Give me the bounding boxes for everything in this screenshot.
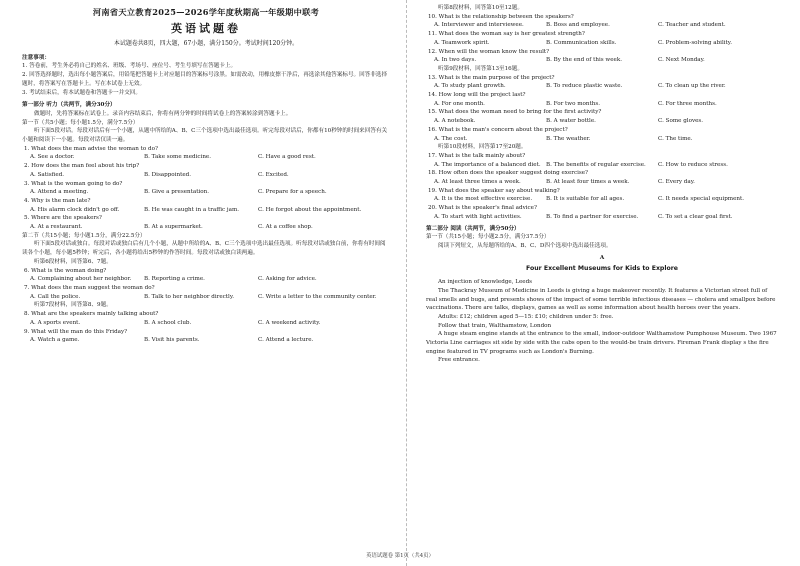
- passage-title: Four Excellent Museums for Kids to Explore: [526, 265, 678, 273]
- question-stem: 4. Why is the man late?: [24, 197, 91, 204]
- option-c: C. He forgot about the appointment.: [258, 206, 362, 213]
- option-b: B. The benefits of regular exercise.: [546, 161, 646, 168]
- option-a: A. Satisfied.: [30, 171, 65, 178]
- option-c: C. A weekend activity.: [258, 319, 321, 326]
- question-options: [22, 223, 390, 232]
- question-stem: 14. How long will the project last?: [428, 92, 526, 99]
- question-options: [22, 336, 390, 345]
- option-c: C. Every day.: [658, 179, 695, 186]
- option-a: A. A notebook.: [434, 118, 476, 125]
- question-options: [426, 100, 778, 109]
- question-options: [426, 135, 778, 144]
- material-label: 听第7段材料，回答第8、9题。: [34, 302, 112, 309]
- material-label: 听第8段材料，回答第10至12题。: [438, 5, 523, 11]
- notes-item: 3. 考试结束后，将本试题卷和答题卡一并交回。: [22, 89, 141, 96]
- option-c: C. Asking for advice.: [258, 276, 317, 283]
- right-column: [426, 4, 778, 365]
- question-stem: 20. What is the speaker's final advice?: [428, 205, 537, 212]
- question-stem: 15. What does the woman need to bring for the first activity?: [428, 109, 602, 116]
- part2-instruction: 阅读下列短文，从每题所给的A、B、C、D四个选项中选出最佳选项。: [438, 242, 612, 249]
- question-options: [426, 178, 778, 187]
- question-options: [426, 117, 778, 126]
- option-c: C. Have a good rest.: [258, 154, 316, 161]
- option-a: A. At a restaurant.: [30, 224, 83, 231]
- question-stem: 2. How does the man feel about his trip?: [24, 163, 140, 170]
- passage-letter: A: [599, 254, 605, 261]
- option-c: C. Next Monday.: [658, 57, 705, 64]
- option-a: A. See a doctor.: [30, 154, 75, 161]
- option-c: C. Teacher and student.: [658, 22, 726, 29]
- option-b: B. To reduce plastic waste.: [546, 83, 623, 90]
- question-options: [426, 39, 778, 48]
- option-b: B. The weather.: [546, 135, 591, 142]
- option-b: B. It is suitable for all ages.: [546, 196, 625, 203]
- option-b: B. Take some medicine.: [144, 154, 212, 161]
- option-c: C. Excited.: [258, 171, 289, 178]
- question-stem: 12. When will the woman know the result?: [428, 48, 550, 55]
- question-stem: 8. What are the speakers mainly talking about?: [24, 311, 159, 318]
- material-label: 听第10段材料，回答第17至20题。: [438, 144, 527, 151]
- option-c: C. Prepare for a speech.: [258, 189, 327, 196]
- option-a: A. Call the police.: [30, 293, 81, 300]
- option-c: C. How to reduce stress.: [658, 161, 728, 168]
- option-a: A. At least three times a week.: [434, 179, 521, 186]
- question-options: [426, 82, 778, 91]
- option-b: B. Boss and employee.: [546, 22, 610, 29]
- option-b: B. Reporting a crime.: [144, 276, 205, 283]
- option-b: B. Give a presentation.: [144, 189, 210, 196]
- exam-title: 河南省天立教育2025—2026学年度秋期高一年级期中联考: [92, 7, 320, 17]
- question-options: [22, 293, 390, 302]
- option-a: A. Teamwork spirit.: [434, 39, 490, 46]
- option-b: B. Visit his parents.: [144, 337, 200, 344]
- part2-heading: 第二部分 阅读（共两节，满分50分）: [426, 225, 520, 232]
- exam-subtitle: 英语试题卷: [171, 22, 241, 35]
- question-options: [22, 206, 390, 215]
- option-b: B. He was caught in a traffic jam.: [144, 206, 240, 213]
- passage-paragraph: A huge steam engine stands at the entrance to the small, indoor-outdoor Walthamstow Pumphouse Museum. Two 1967 Victoria Line carriages sit side by side with the cabs open to the would-be train drivers. Fireman Frank display s the fire engine featured in TV programs such as London's Burning.: [426, 331, 777, 355]
- option-c: C. To clean up the river.: [658, 83, 726, 90]
- option-a: A. To start with light activities.: [434, 213, 522, 220]
- option-a: A. It is the most effective exercise.: [434, 196, 533, 203]
- option-a: A. For one month.: [434, 100, 485, 107]
- option-a: A. His alarm clock didn't go off.: [30, 206, 120, 213]
- questions-group-c: [426, 4, 778, 222]
- page-footer: 英语试题卷 第1页（共4页）: [366, 553, 434, 559]
- question-options: [426, 161, 778, 170]
- question-stem: 13. What is the main purpose of the project?: [428, 74, 555, 81]
- option-c: C. It needs special equipment.: [658, 196, 745, 203]
- question-options: [22, 188, 390, 197]
- questions-group-b: [22, 258, 390, 345]
- column-divider: [406, 0, 407, 566]
- left-column: [22, 4, 390, 345]
- passage-paragraph: Adults: £12; children aged 5—15: £10; children under 5: free.: [438, 313, 614, 320]
- question-stem: 10. What is the relationship between the speakers?: [428, 13, 574, 20]
- question-stem: 16. What is the man's concern about the project?: [428, 126, 568, 133]
- option-a: A. Attend a meeting.: [30, 189, 89, 196]
- option-a: A. A sports event.: [30, 319, 81, 326]
- option-b: B. At a supermarket.: [144, 224, 203, 231]
- part1-intro: 做题时，先将答案标在试卷上。录音内容结束后，你将有两分钟的时间将试卷上的答案转涂到答题卡上。: [34, 110, 292, 117]
- question-stem: 18. How often does the speaker suggest doing exercise?: [428, 170, 589, 177]
- option-c: C. Some gloves.: [658, 118, 704, 125]
- option-c: C. The time.: [658, 135, 693, 142]
- part2-section1: 第一节（共15小题；每小题2.5分，满分37.5分）: [426, 234, 550, 241]
- question-stem: 1. What does the man advise the woman to do?: [24, 145, 158, 152]
- option-b: B. A water bottle.: [546, 118, 596, 125]
- question-stem: 3. What is the woman going to do?: [24, 180, 123, 187]
- option-b: B. For two months.: [546, 100, 601, 107]
- notes-item: 1. 答卷前，考生务必将自己的姓名、班级、考场号、座位号、考生号填写在答题卡上。: [22, 63, 237, 70]
- option-a: A. In two days.: [434, 57, 477, 64]
- option-c: C. Write a letter to the community center.: [258, 293, 377, 300]
- question-options: [22, 153, 390, 162]
- question-options: [426, 21, 778, 30]
- question-options: [426, 195, 778, 204]
- question-stem: 6. What is the woman doing?: [24, 267, 107, 274]
- option-c: C. At a coffee shop.: [258, 224, 313, 231]
- question-stem: 7. What does the man suggest the woman do?: [24, 284, 155, 291]
- exam-info: 本试题卷共8页，四大题，67小题，满分150分。考试时间120分钟。: [113, 40, 299, 47]
- question-stem: 5. Where are the speakers?: [24, 215, 102, 222]
- option-b: B. To find a partner for exercise.: [546, 213, 639, 220]
- option-c: C. Problem-solving ability.: [658, 39, 732, 46]
- notes-heading: 注意事项：: [22, 54, 50, 61]
- option-b: B. By the end of this week.: [546, 57, 623, 64]
- passage-paragraph: The Thackray Museum of Medicine in Leeds is giving a huge makeover recently. It features a Victorian street full of real smells and bugs, and presents shows of the impact of some terrible infectious diseases — cholera and smallpox before vaccinations. There are talks, displays, games as well as some information about health heroes over the years.: [426, 287, 776, 312]
- option-a: A. To study plant growth.: [434, 83, 506, 90]
- section1-instruction: 听下面5段对话。每段对话后有一个小题，从题中所给的A、B、C三个选项中选出最佳选项。听完每段对话后，你都有10秒钟的时间来回答有关小题和阅读下一小题。每段对话仅读一遍。: [22, 128, 388, 144]
- option-a: A. The cost.: [434, 135, 468, 142]
- question-stem: 17. What is the talk mainly about?: [428, 152, 526, 159]
- passage-paragraph: Free entrance.: [438, 357, 480, 364]
- option-b: B. At least four times a week.: [546, 179, 630, 186]
- notes-item: 2. 回答选择题时，选出每小题答案后，用铅笔把答题卡上对应题目的答案标号涂黑。如需改动，用橡皮擦干净后，再选涂其他答案标号。回答非选择题时，将答案写在答题卡上。写在本试卷上无效。: [22, 72, 388, 87]
- option-a: A. The importance of a balanced diet.: [434, 161, 541, 168]
- question-options: [426, 56, 778, 65]
- question-stem: 11. What does the woman say is her greatest strength?: [428, 31, 585, 38]
- section1-heading: 第一节（共5小题；每小题1.5分，满分7.5分）: [22, 119, 139, 126]
- question-options: [22, 319, 390, 328]
- material-label: 听第9段材料，回答第13至16题。: [438, 65, 523, 72]
- question-options: [22, 275, 390, 284]
- section2-instruction: 听下面5段对话或独白。每段对话或独白后有几个小题，从题中所给的A、B、C三个选项中选出最佳选项。听每段对话或独白前，你将有时间阅读各个小题，每小题5秒钟；听完后，各小题将给出5秒钟的作答时间。每段对话或独白读两遍。: [22, 241, 386, 257]
- option-a: A. Watch a game.: [30, 337, 80, 344]
- question-options: [22, 171, 390, 180]
- option-b: B. A school club.: [144, 319, 192, 326]
- question-options: [426, 213, 778, 222]
- option-a: A. Complaining about her neighbor.: [30, 276, 132, 283]
- question-stem: 9. What will the man do this Friday?: [24, 328, 128, 335]
- material-label: 听第6段材料，回答第6、7题。: [34, 258, 112, 265]
- option-b: B. Disappointed.: [144, 171, 191, 178]
- option-a: A. Interviewer and interviewee.: [434, 22, 524, 29]
- option-c: C. To set a clear goal first.: [658, 213, 733, 220]
- passage-paragraph: Follow that train, Walthamstow, London: [438, 322, 552, 329]
- questions-group-a: [22, 145, 390, 232]
- option-b: B. Communication skills.: [546, 39, 617, 46]
- option-c: C. Attend a lecture.: [258, 337, 314, 344]
- question-stem: 19. What does the speaker say about walking?: [428, 187, 560, 194]
- section2-heading: 第二节（共15小题；每小题1.5分，满分22.5分）: [22, 232, 146, 239]
- part1-heading: 第一部分 听力（共两节，满分30分）: [22, 102, 116, 109]
- option-b: B. Talk to her neighbor directly.: [144, 293, 235, 300]
- passage-paragraph: An injection of knowledge, Leeds: [438, 279, 533, 286]
- option-c: C. For three months.: [658, 100, 717, 107]
